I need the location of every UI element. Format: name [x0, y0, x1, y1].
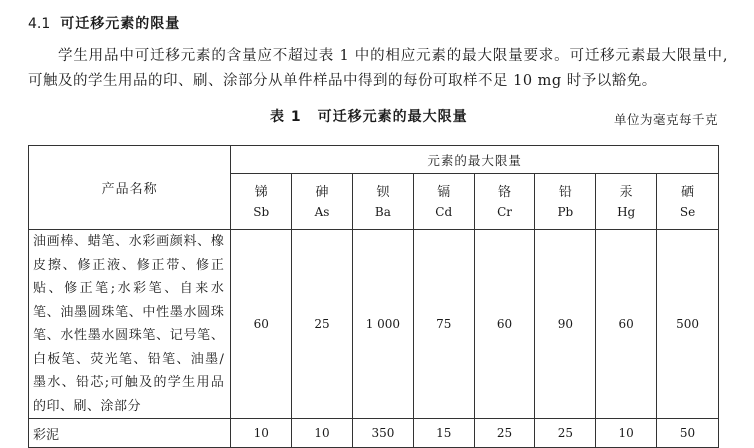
- element-header: [231, 174, 292, 230]
- element-symbol: Cr: [497, 204, 512, 219]
- element-symbol: Hg: [617, 204, 636, 219]
- body-paragraph: 学生用品中可迁移元素的含量应不超过表 1 中的相应元素的最大限量要求。可迁移元素最大限量中,可触及的学生用品的印、刷、涂部分从单件样品中得到的每份可取样不足 10 mg 时予以豁免。: [28, 48, 728, 89]
- table-caption: [270, 106, 468, 126]
- element-header: [474, 174, 535, 230]
- value-cell: 10: [231, 419, 292, 448]
- element-header: [413, 174, 474, 230]
- element-header: [657, 174, 719, 230]
- value-cell: 25: [292, 230, 353, 419]
- element-header: [535, 174, 596, 230]
- element-header: [352, 174, 413, 230]
- table-number: 表 1: [270, 109, 302, 125]
- table-title: 可迁移元素的最大限量: [317, 109, 468, 125]
- value-cell: 60: [231, 230, 292, 419]
- value-cell: 15: [413, 419, 474, 448]
- value-cell: 25: [474, 419, 535, 448]
- max-limit-header: 元素的最大限量: [231, 146, 719, 174]
- element-name: 硒: [681, 184, 695, 200]
- element-symbol: As: [314, 204, 330, 219]
- element-symbol: Cd: [435, 204, 453, 219]
- section-number: 4.1: [28, 16, 51, 32]
- element-header: [596, 174, 657, 230]
- value-cell: 1 000: [352, 230, 413, 419]
- value-cell: 90: [535, 230, 596, 419]
- table-row: [29, 419, 719, 448]
- element-name: 镉: [437, 184, 451, 200]
- element-name: 铬: [498, 184, 512, 200]
- limits-table: [28, 145, 719, 448]
- value-cell: 10: [292, 419, 353, 448]
- element-name: 汞: [619, 184, 633, 200]
- value-cell: 75: [413, 230, 474, 419]
- product-name-cell: 彩泥: [29, 419, 231, 448]
- value-cell: 10: [596, 419, 657, 448]
- element-symbol: Sb: [253, 204, 270, 219]
- table-row: [29, 230, 719, 419]
- element-symbol: Ba: [374, 204, 391, 219]
- value-cell: 60: [474, 230, 535, 419]
- value-cell: 60: [596, 230, 657, 419]
- element-header: [292, 174, 353, 230]
- value-cell: 500: [657, 230, 719, 419]
- element-name: 砷: [315, 184, 329, 200]
- element-symbol: Pb: [557, 204, 574, 219]
- section-title: 可迁移元素的限量: [60, 16, 181, 32]
- table-unit: 单位为毫克每千克: [613, 112, 718, 127]
- element-name: 铅: [558, 184, 572, 200]
- product-name-cell: 油画棒、蜡笔、水彩画颜料、橡皮擦、修正液、修正带、修正贴、修正笔;水彩笔、自来水笔、油墨圆珠笔、中性墨水圆珠笔、水性墨水圆珠笔、记号笔、白板笔、荧光笔、铅笔、油墨/墨水、铅芯;可触及的学生用品的印、刷、涂部分: [29, 230, 231, 419]
- value-cell: 350: [352, 419, 413, 448]
- value-cell: 25: [535, 419, 596, 448]
- section-heading: [28, 13, 180, 33]
- value-cell: 50: [657, 419, 719, 448]
- element-name: 钡: [376, 184, 390, 200]
- element-symbol: Se: [679, 204, 696, 219]
- product-name-header: 产品名称: [29, 146, 231, 230]
- element-name: 锑: [254, 184, 268, 200]
